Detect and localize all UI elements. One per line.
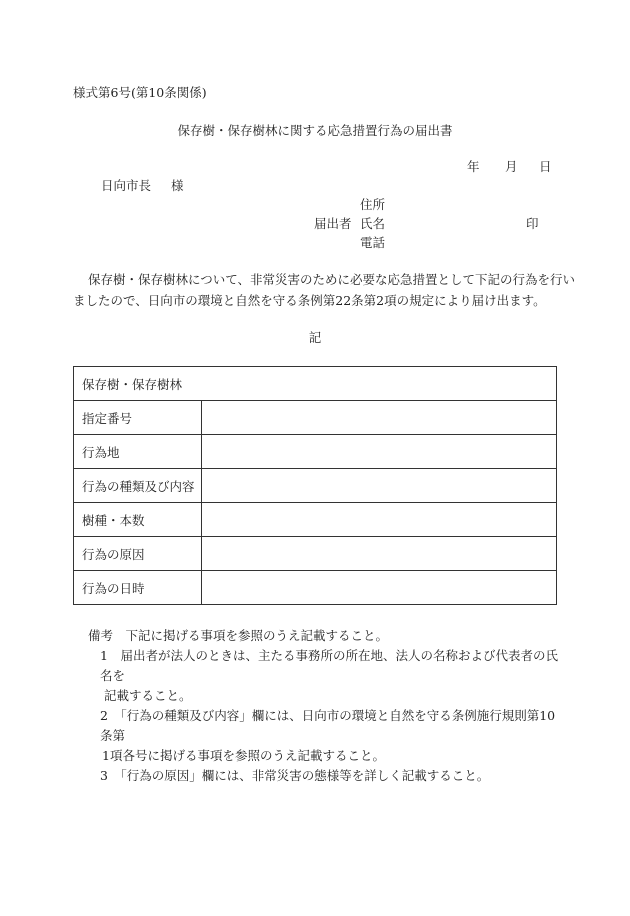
table-row [74, 571, 557, 605]
addressee-mayor: 日向市長 [101, 178, 152, 193]
table-row [74, 503, 557, 537]
table-row [74, 537, 557, 571]
note-text-line-1: 「行為の原因」欄には、非常災害の態様等を詳しく記載すること。 [120, 768, 490, 783]
table-header-row [74, 367, 557, 401]
body-text-line-1: 保存樹・保存樹林について、非常災害のために必要な応急措置として下記の行為を行い [88, 272, 576, 287]
row-label-action-cause: 行為の原因 [74, 537, 202, 571]
note-text-line-1: 「行為の種類及び内容」欄には、日向市の環境と自然を守る条例施行規則第10条第 [100, 708, 556, 743]
table-row [74, 401, 557, 435]
applicant-label: 届出者 [314, 216, 352, 231]
note-text-line-2: 1項各号に掲げる事項を参照のうえ記載すること。 [102, 748, 385, 763]
note-number: 2 [100, 708, 108, 723]
note-number: 3 [100, 768, 108, 783]
note-item [73, 706, 563, 766]
body-text-line-2: ましたので、日向市の環境と自然を守る条例第22条第2項の規定により届け出ます。 [73, 293, 546, 308]
applicant-name-label: 氏名 [360, 216, 386, 231]
row-value-action-cause[interactable] [202, 537, 557, 571]
table-row [74, 435, 557, 469]
table-header-cell: 保存樹・保存樹林 [74, 367, 557, 401]
row-label-designation-number: 指定番号 [74, 401, 202, 435]
table-row [74, 469, 557, 503]
note-item [73, 646, 563, 706]
notes-heading: 備考 下記に掲げる事項を参照のうえ記載すること。 [88, 628, 389, 643]
note-text-line-2: 記載すること。 [104, 688, 192, 703]
date-day-label: 日 [539, 159, 552, 174]
date-year-label: 年 [467, 159, 480, 174]
row-label-action-type: 行為の種類及び内容 [74, 469, 202, 503]
note-text-line-1: 届出者が法人のときは、主たる事務所の所在地、法人の名称および代表者の氏名を [100, 648, 558, 683]
addressee-honorific: 様 [171, 178, 184, 193]
application-table [73, 366, 557, 605]
applicant-phone-label: 電話 [360, 235, 386, 250]
notes-section [73, 626, 563, 786]
document-title: 保存樹・保存樹林に関する応急措置行為の届出書 [177, 123, 453, 138]
row-value-designation-number[interactable] [202, 401, 557, 435]
applicant-address-label: 住所 [360, 197, 386, 212]
row-value-action-type[interactable] [202, 469, 557, 503]
row-value-tree-species[interactable] [202, 503, 557, 537]
note-item [73, 766, 563, 786]
ki-marker: 記 [308, 330, 322, 345]
row-value-action-datetime[interactable] [202, 571, 557, 605]
date-month-label: 月 [505, 159, 518, 174]
row-label-action-datetime: 行為の日時 [74, 571, 202, 605]
form-number: 様式第6号(第10条関係) [73, 85, 207, 100]
row-value-action-site[interactable] [202, 435, 557, 469]
seal-mark: 印 [526, 216, 539, 231]
row-label-tree-species: 樹種・本数 [74, 503, 202, 537]
note-number: 1 [100, 648, 108, 663]
row-label-action-site: 行為地 [74, 435, 202, 469]
